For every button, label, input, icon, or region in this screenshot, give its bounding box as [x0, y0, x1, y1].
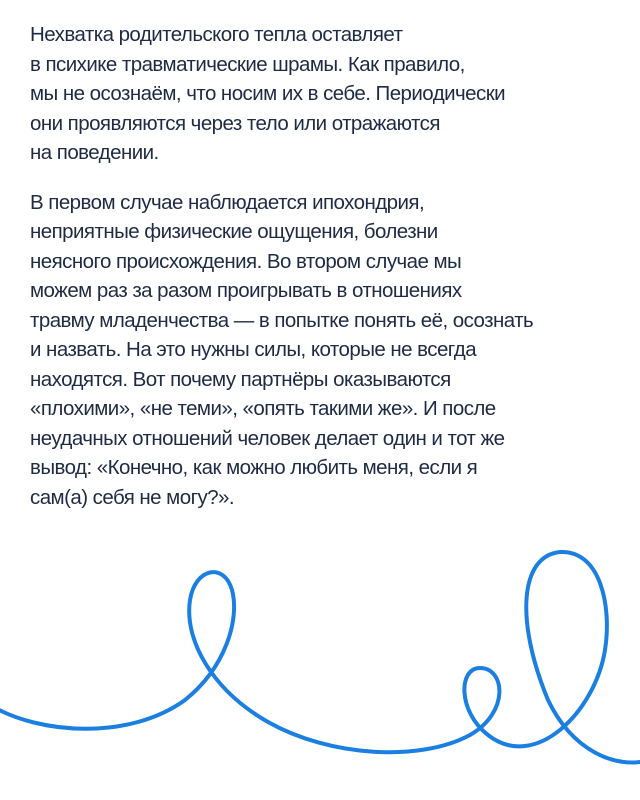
- text-line: на поведении.: [30, 141, 159, 164]
- text-line: вывод: «Конечно, как можно любить меня, если я: [30, 456, 478, 479]
- decorative-squiggle-icon: [0, 540, 640, 800]
- text-line: травму младенчества — в попытке понять её, осознать: [30, 308, 534, 332]
- paragraph-spacer: [30, 168, 630, 188]
- text-line: в психике травматические шрамы. Как правило,: [30, 52, 465, 76]
- text-line: В первом случае наблюдается ипохондрия,: [30, 190, 425, 214]
- text-line: можем раз за разом проигрывать в отношениях: [30, 279, 462, 302]
- article-text: [30, 20, 630, 512]
- text-line: Нехватка родительского тепла оставляет: [30, 23, 403, 46]
- text-line: неясного происхождения. Во втором случае мы: [30, 249, 462, 273]
- text-line: и назвать. На это нужны силы, которые не всегда: [30, 338, 477, 361]
- text-line: мы не осознаём, что носим их в себе. Периодически: [30, 82, 506, 105]
- text-line: находятся. Вот почему партнёры оказываются: [30, 367, 451, 391]
- text-line: они проявляются через тело или отражаются: [30, 111, 440, 135]
- text-line: сам(а) себя не могу?».: [30, 485, 235, 509]
- text-line: неудачных отношений человек делает один и тот же: [30, 426, 505, 450]
- paragraph-1: [30, 20, 630, 168]
- text-line: неприятные физические ощущения, болезни: [30, 220, 438, 243]
- text-line: «плохими», «не теми», «опять такими же». И после: [30, 397, 496, 420]
- squiggle-line: [0, 552, 640, 763]
- paragraph-2: [30, 188, 630, 513]
